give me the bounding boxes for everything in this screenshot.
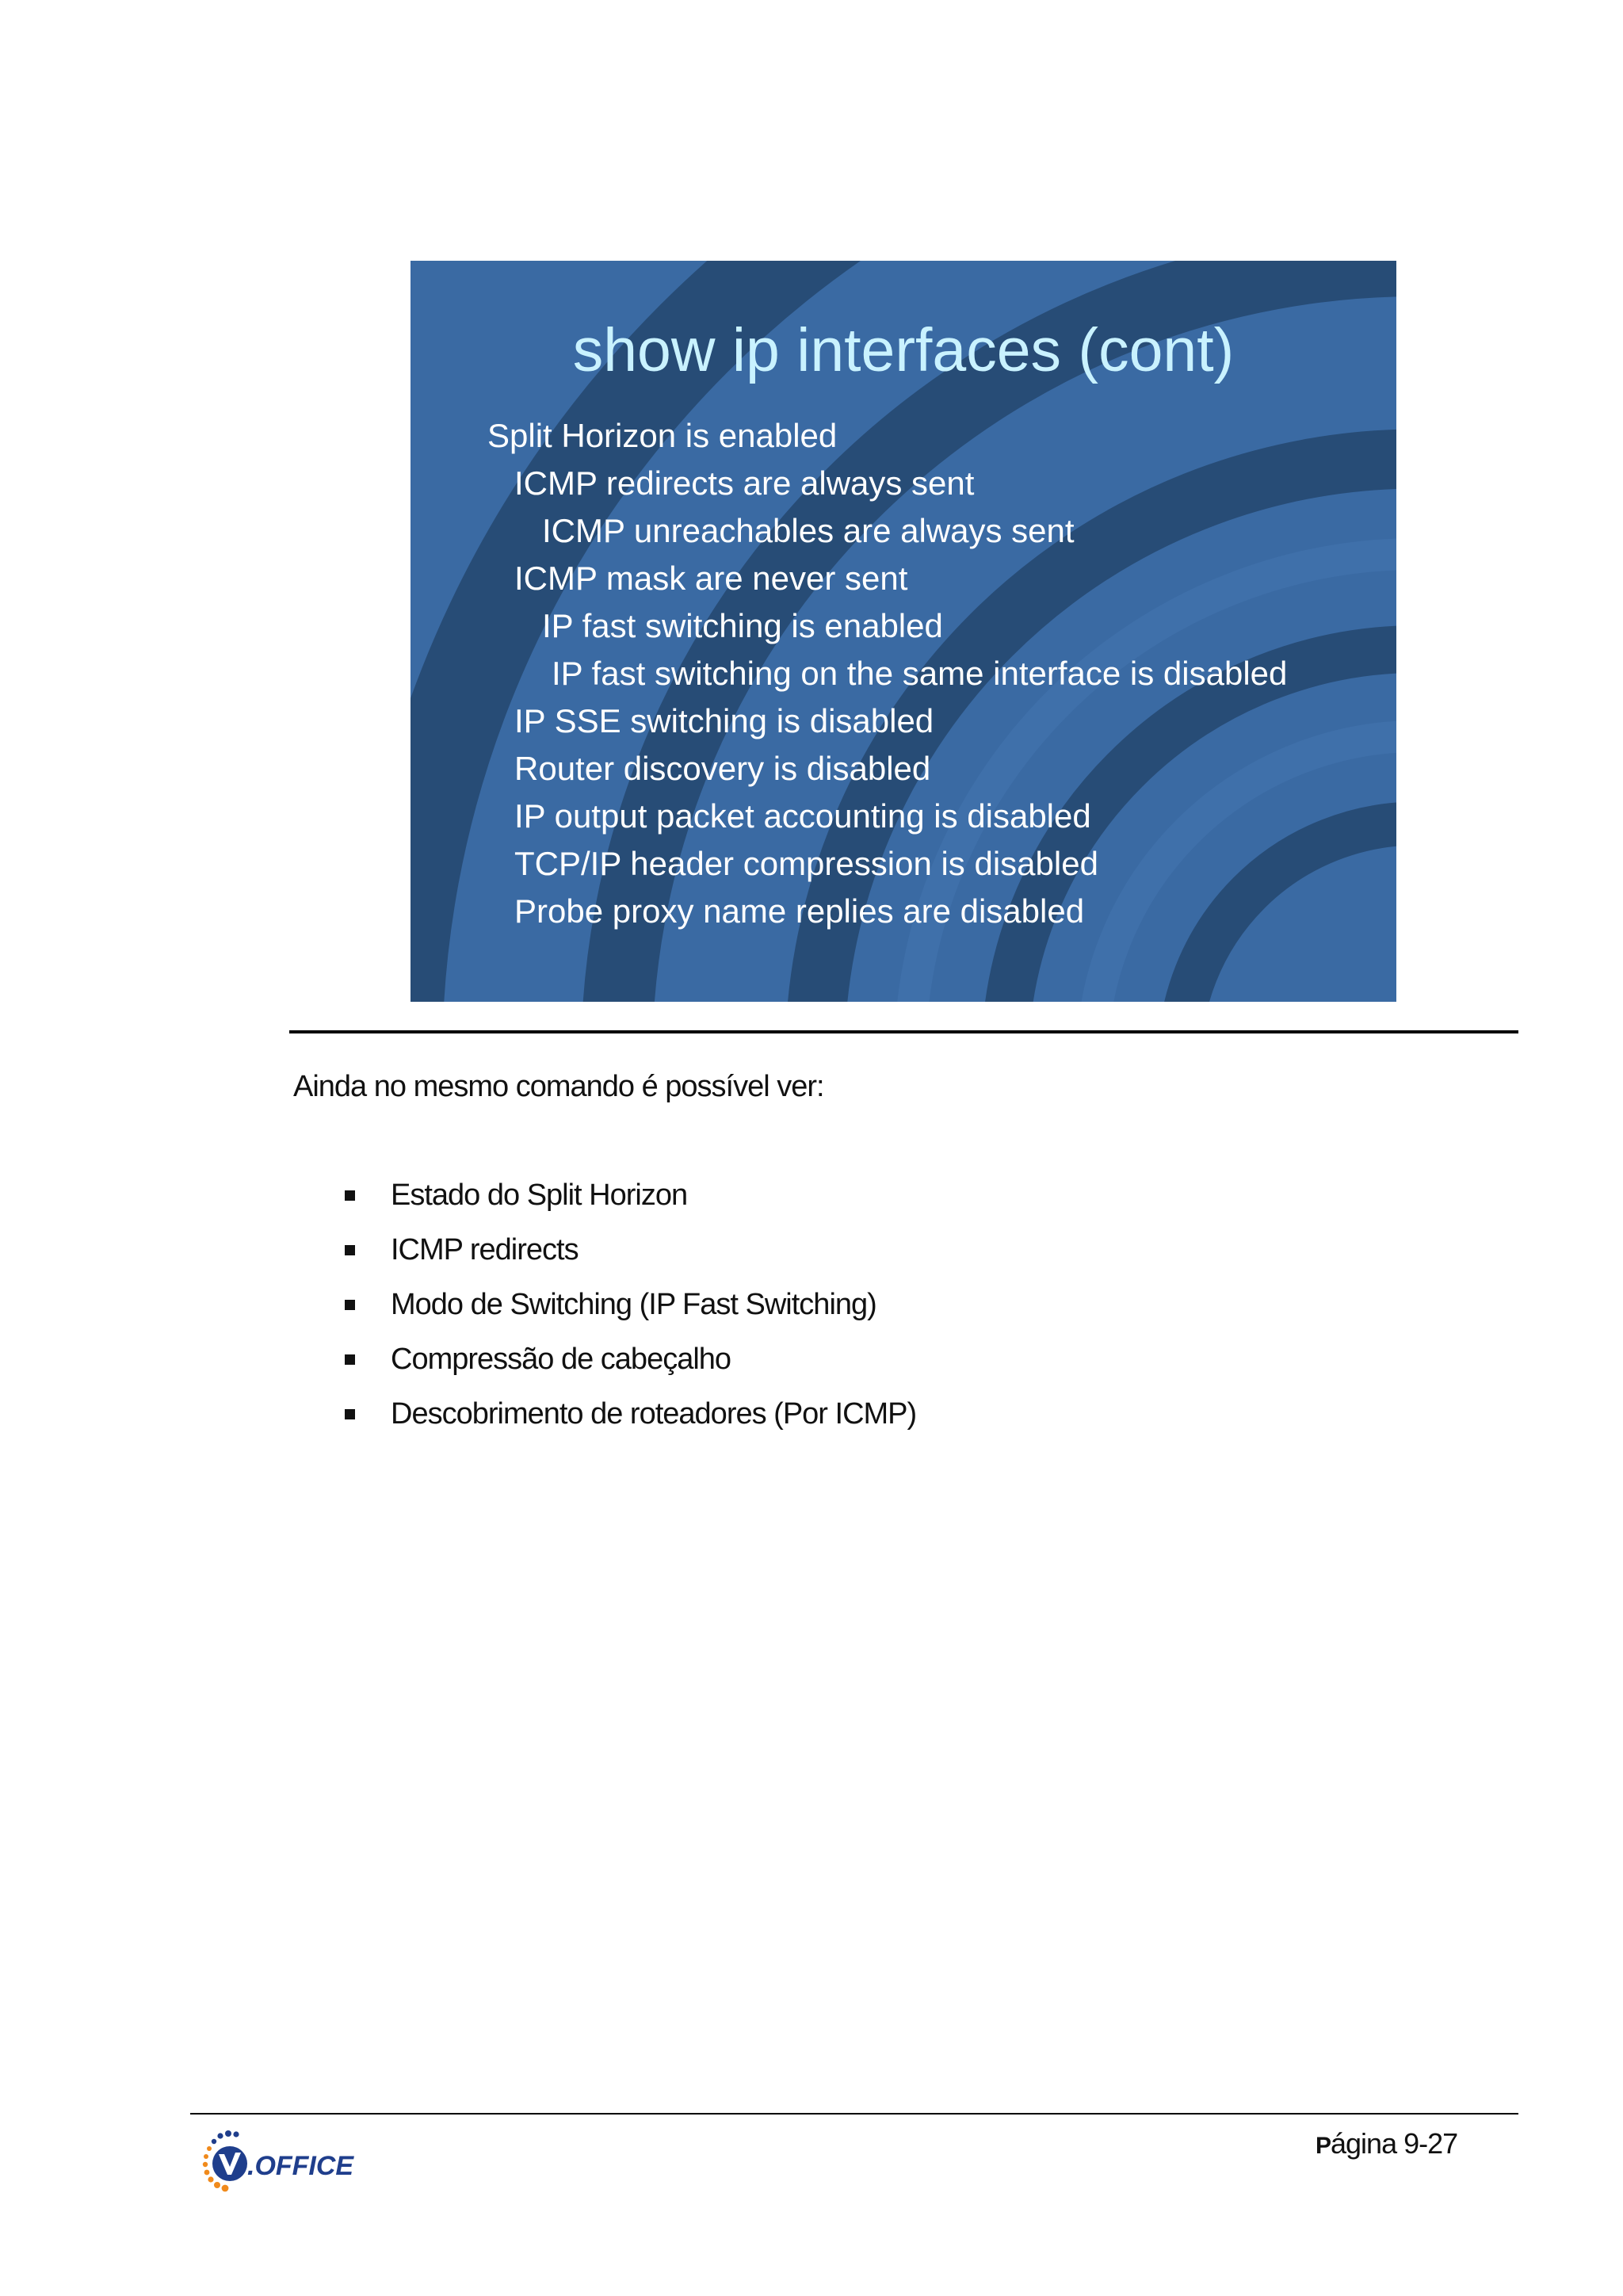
square-bullet-icon: [345, 1409, 355, 1419]
page-label: ágina 9-27: [1331, 2127, 1458, 2160]
section-divider: [289, 1030, 1518, 1033]
square-bullet-icon: [345, 1354, 355, 1365]
slide-title: show ip interfaces (cont): [572, 316, 1235, 384]
logo-circle-icon: [212, 2146, 247, 2181]
logo-wordmark: .OFFICE: [247, 2151, 354, 2181]
footer-divider: [190, 2113, 1518, 2115]
square-bullet-icon: [345, 1300, 355, 1310]
page-prefix: P: [1316, 2133, 1331, 2159]
slide-line: IP SSE switching is disabled: [514, 702, 934, 739]
voffice-logo: [190, 2122, 357, 2202]
list-item-text: ICMP redirects: [391, 1233, 579, 1266]
slide-line: IP fast switching is enabled: [542, 607, 943, 644]
slide-line: TCP/IP header compression is disabled: [514, 845, 1098, 882]
page-number: [1316, 2124, 1457, 2166]
list-item-text: Modo de Switching (IP Fast Switching): [391, 1288, 876, 1321]
slide-line: ICMP redirects are always sent: [514, 464, 975, 502]
slide-image: [411, 261, 1396, 1002]
list-item-text: Estado do Split Horizon: [391, 1179, 688, 1212]
list-item-text: Compressão de cabeçalho: [391, 1343, 731, 1376]
slide-line: IP fast switching on the same interface is disabled: [552, 655, 1288, 692]
list-item-text: Descobrimento de roteadores (Por ICMP): [391, 1397, 917, 1431]
intro-paragraph: Ainda no mesmo comando é possível ver:: [293, 1070, 824, 1103]
slide-line: Split Horizon is enabled: [487, 417, 838, 454]
slide-line: Router discovery is disabled: [514, 750, 931, 787]
slide-line: Probe proxy name replies are disabled: [514, 892, 1085, 930]
square-bullet-icon: [345, 1245, 355, 1255]
slide-line: IP output packet accounting is disabled: [514, 797, 1091, 835]
square-bullet-icon: [345, 1190, 355, 1201]
slide-line: ICMP unreachables are always sent: [542, 512, 1075, 549]
slide-line: ICMP mask are never sent: [514, 560, 908, 597]
slide-text-lines: [411, 412, 1396, 935]
